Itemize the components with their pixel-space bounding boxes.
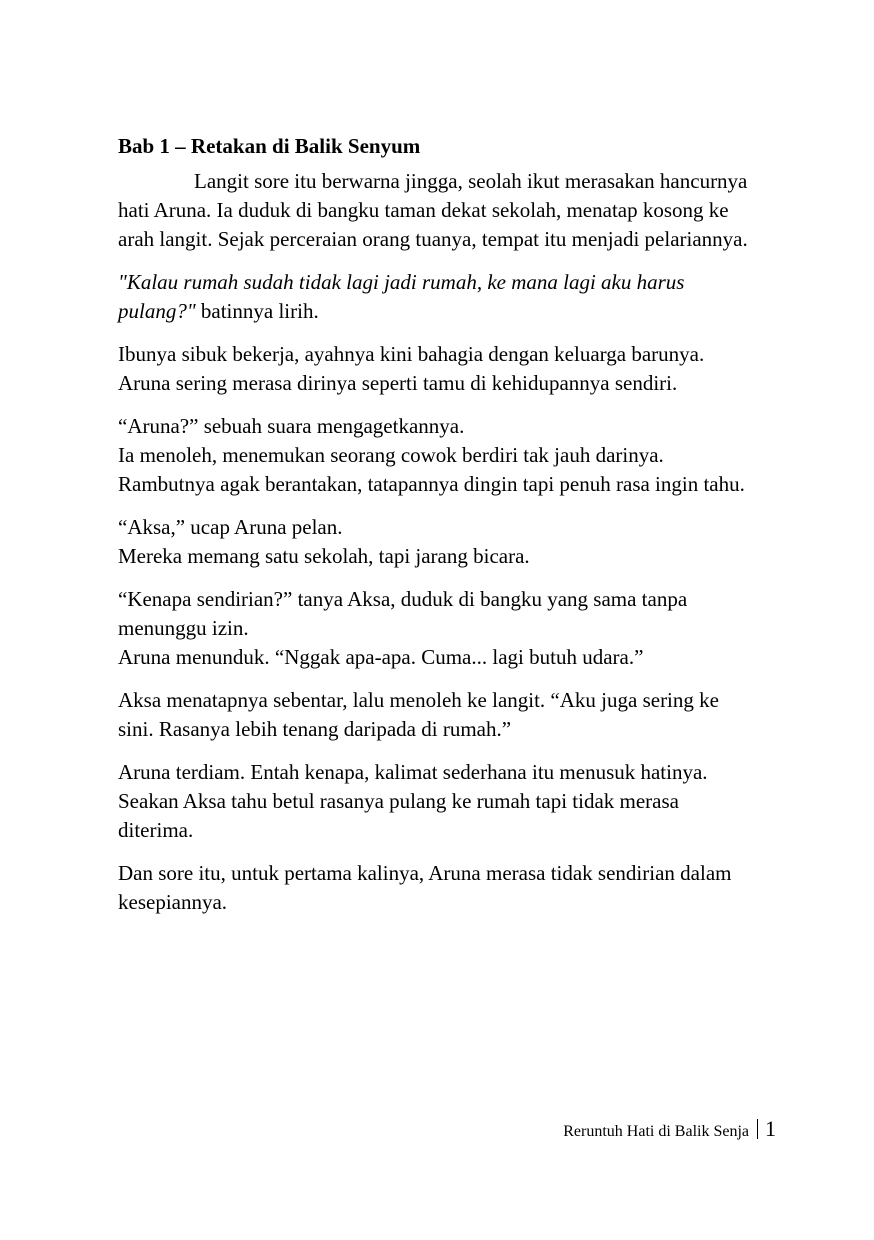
paragraph-line: Rambutnya agak berantakan, tatapannya dingin tapi penuh rasa ingin tahu.	[118, 472, 745, 496]
inner-thought-line: "Kalau rumah sudah tidak lagi jadi rumah, ke mana lagi aku harus	[118, 270, 685, 294]
paragraph-line: Seakan Aksa tahu betul rasanya pulang ke rumah tapi tidak merasa	[118, 789, 679, 813]
paragraph-line: Dan sore itu, untuk pertama kalinya, Aruna merasa tidak sendirian dalam	[118, 861, 732, 885]
footer-book-title: Reruntuh Hati di Balik Senja	[563, 1123, 749, 1140]
paragraph-5	[118, 513, 818, 571]
paragraph-3	[118, 340, 818, 398]
document-page	[118, 132, 818, 931]
paragraph-2	[118, 268, 818, 326]
paragraph-line: Aruna terdiam. Entah kenapa, kalimat sederhana itu menusuk hatinya.	[118, 760, 708, 784]
paragraph-line: Mereka memang satu sekolah, tapi jarang bicara.	[118, 544, 530, 568]
paragraph-4	[118, 412, 818, 499]
paragraph-line: hati Aruna. Ia duduk di bangku taman dekat sekolah, menatap kosong ke	[118, 198, 729, 222]
paragraph-line: Aksa menatapnya sebentar, lalu menoleh ke langit. “Aku juga sering ke	[118, 688, 719, 712]
page-number: 1	[765, 1116, 776, 1141]
chapter-title: Bab 1 – Retakan di Balik Senyum	[118, 134, 421, 158]
paragraph-line: Aruna menunduk. “Nggak apa-apa. Cuma... lagi butuh udara.”	[118, 645, 644, 669]
paragraph-line: “Aksa,” ucap Aruna pelan.	[118, 515, 343, 539]
paragraph-line: arah langit. Sejak perceraian orang tuanya, tempat itu menjadi pelariannya.	[118, 227, 748, 251]
paragraph-line: menunggu izin.	[118, 616, 249, 640]
page-footer	[563, 1114, 776, 1147]
paragraph-1	[118, 167, 818, 254]
paragraph-8	[118, 758, 818, 845]
paragraph-line: diterima.	[118, 818, 194, 842]
paragraph-7	[118, 686, 818, 744]
paragraph-text: batinnya lirih.	[195, 299, 319, 323]
paragraph-line: Langit sore itu berwarna jingga, seolah ikut merasakan hancurnya	[194, 169, 748, 193]
paragraph-9	[118, 859, 818, 917]
paragraph-line: kesepiannya.	[118, 890, 228, 914]
paragraph-line: sini. Rasanya lebih tenang daripada di rumah.”	[118, 717, 512, 741]
paragraph-line: Ibunya sibuk bekerja, ayahnya kini bahagia dengan keluarga barunya.	[118, 342, 705, 366]
paragraph-line: “Aruna?” sebuah suara mengagetkannya.	[118, 414, 465, 438]
inner-thought-line: pulang?"	[118, 299, 196, 323]
paragraph-line: Ia menoleh, menemukan seorang cowok berdiri tak jauh darinya.	[118, 443, 664, 467]
paragraph-6	[118, 585, 818, 672]
paragraph-line: “Kenapa sendirian?” tanya Aksa, duduk di bangku yang sama tanpa	[118, 587, 688, 611]
paragraph-line: Aruna sering merasa dirinya seperti tamu di kehidupannya sendiri.	[118, 371, 678, 395]
footer-divider	[757, 1119, 758, 1139]
